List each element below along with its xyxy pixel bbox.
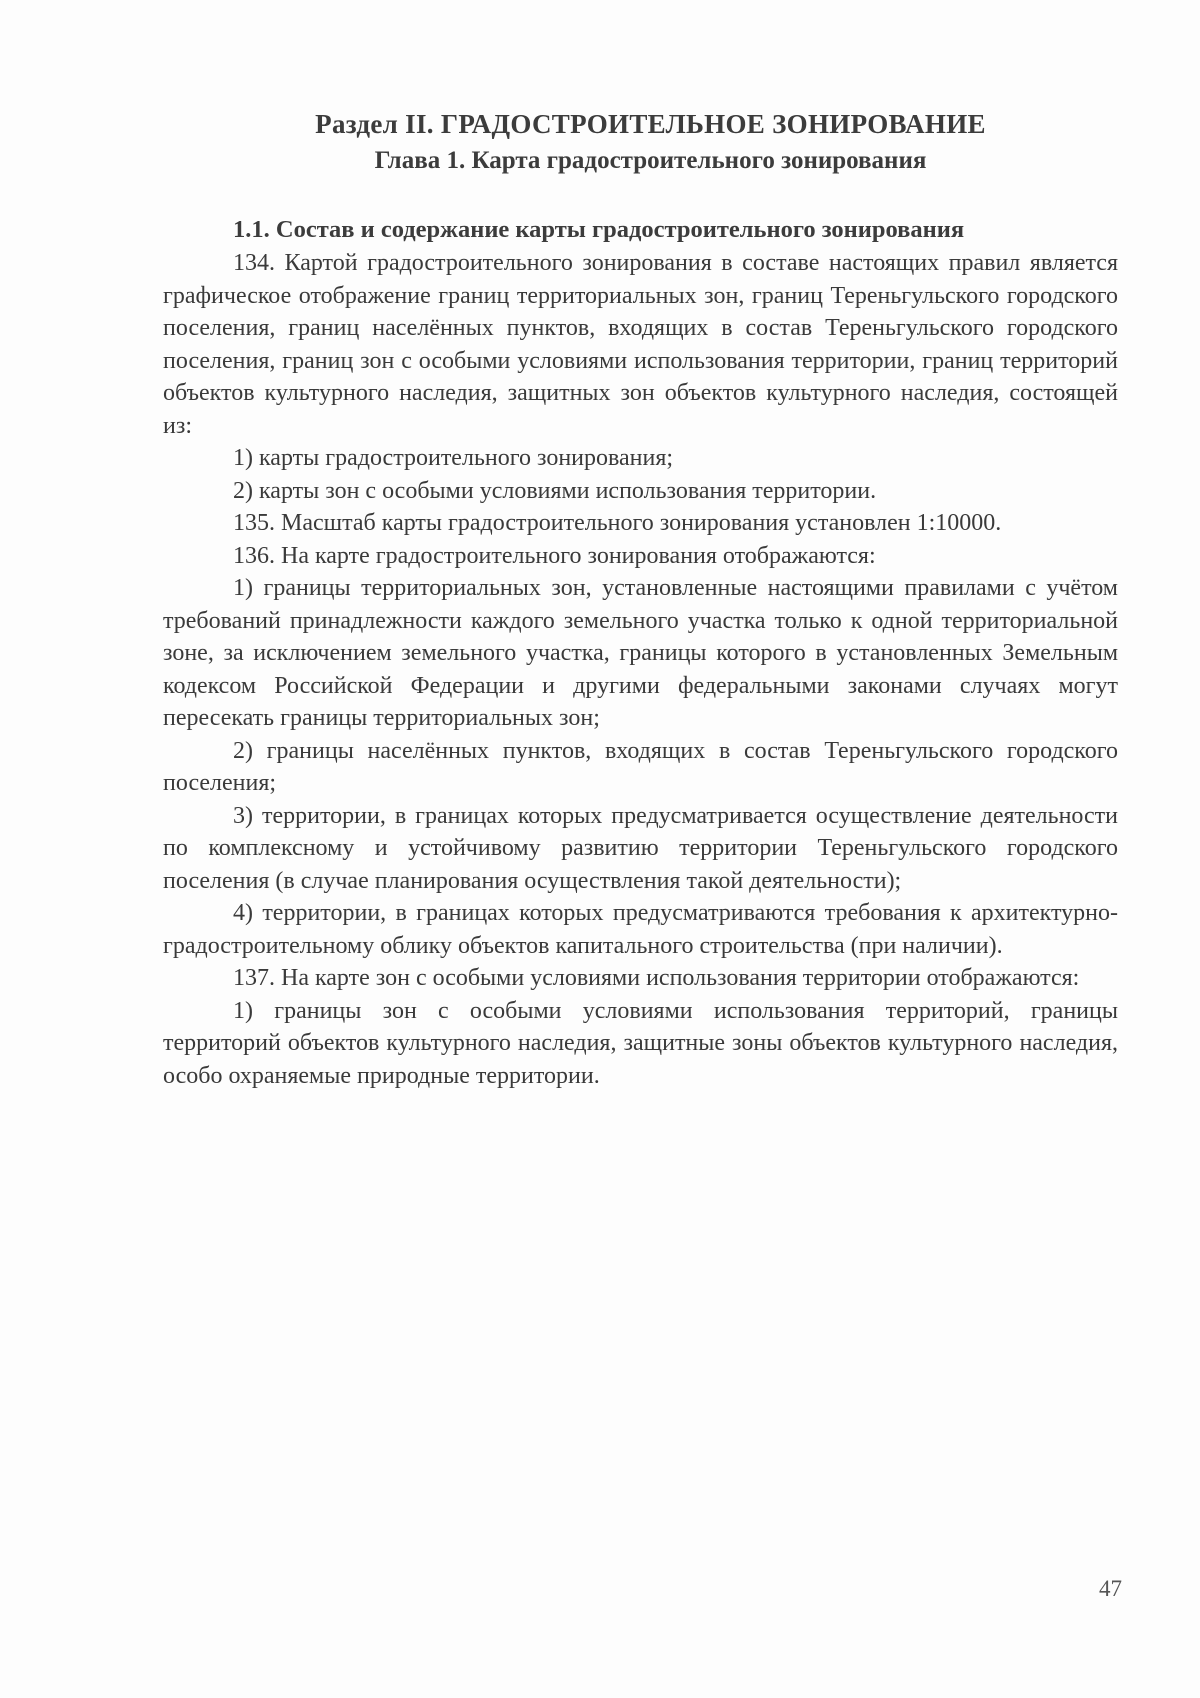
list-item: 1) карты градостроительного зонирования; <box>233 445 674 471</box>
list-item: 3) территории, в границах которых предусматривается осуществление деятельности по комплексному и устойчивому развитию территории Тереньгульского городского поселения (в случае планирования осуществления такой деятельности); <box>163 802 1118 894</box>
paragraph-134: 134. Картой градостроительного зонирования в составе настоящих правил является графическое отображение границ территориальных зон, границ Тереньгульского городского поселения, границ населённых пунктов, входящих в состав Тереньгульского городского поселения, границ зон с особыми условиями использования территории, границ территорий объектов культурного наследия, защитных зон объектов культурного наследия, состоящей из: <box>163 250 1118 439</box>
list-item: 1) границы зон с особыми условиями использования территорий, границы территорий объектов культурного наследия, защитные зоны объектов культурного наследия, особо охраняемые природные территории. <box>163 997 1118 1089</box>
page-number: 47 <box>1099 1576 1122 1601</box>
paragraph-137: 137. На карте зон с особыми условиями использования территории отображаются: <box>233 965 1080 991</box>
chapter-title: Глава 1. Карта градостроительного зонирования <box>374 147 927 174</box>
section-title: Раздел II. ГРАДОСТРОИТЕЛЬНОЕ ЗОНИРОВАНИЕ <box>315 109 986 139</box>
list-item: 1) границы территориальных зон, установленные настоящими правилами с учётом требований принадлежности каждого земельного участка только к одной территориальной зоне, за исключением земельного участка, границы которого в установленных Земельным кодексом Российской Федерации и другими федеральными законами случаях могут пересекать границы территориальных зон; <box>163 575 1118 731</box>
subsection-title: 1.1. Состав и содержание карты градостроительного зонирования <box>233 216 965 243</box>
paragraph-136: 136. На карте градостроительного зонирования отображаются: <box>233 542 876 569</box>
document-body <box>163 105 1118 1092</box>
list-item: 4) территории, в границах которых предусматриваются требования к архитектурно-градостроительному облику объектов капитального строительства (при наличии). <box>163 900 1118 959</box>
paragraph-135: 135. Масштаб карты градостроительного зонирования установлен 1:10000. <box>233 510 1002 536</box>
list-item: 2) карты зон с особыми условиями использования территории. <box>233 477 877 504</box>
list-item: 2) границы населённых пунктов, входящих в состав Тереньгульского городского поселения; <box>163 737 1118 796</box>
